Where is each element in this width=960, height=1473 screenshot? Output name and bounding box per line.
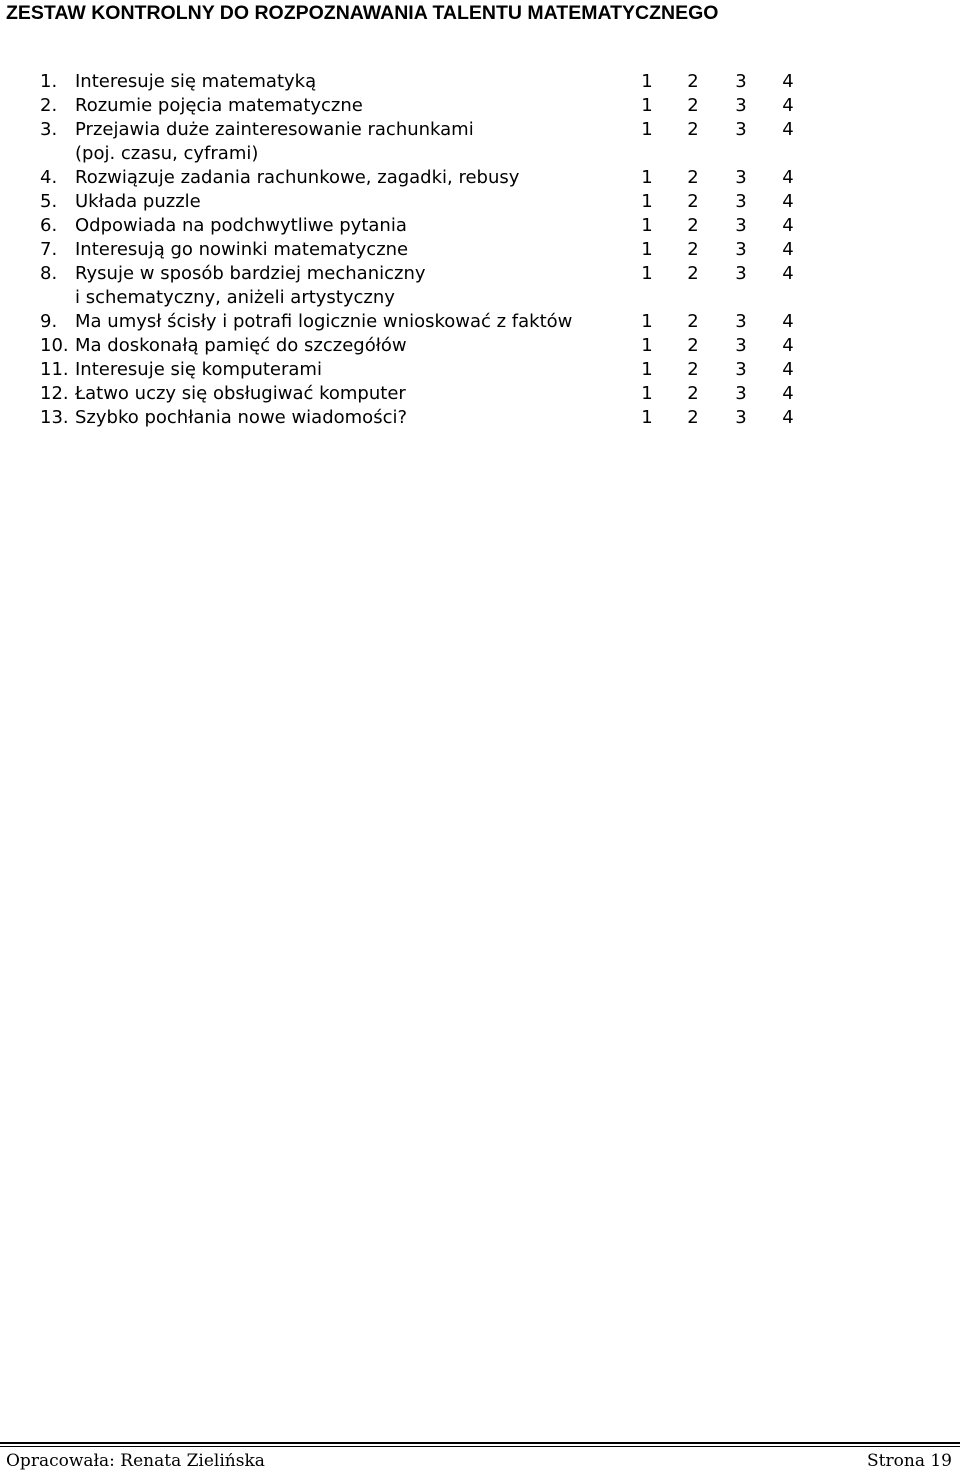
rating-option-1: 1 (641, 383, 653, 404)
rating-option-1: 1 (641, 167, 653, 188)
rating-option-3: 3 (735, 95, 747, 116)
rating-option-3: 3 (735, 191, 747, 212)
rating-option-2: 2 (687, 167, 699, 188)
item-text: Układa puzzle (75, 191, 201, 212)
checklist-item (40, 166, 820, 190)
checklist-item (40, 262, 820, 286)
item-text: Odpowiada na podchwytliwe pytania (75, 215, 407, 236)
rating-option-2: 2 (687, 407, 699, 428)
rating-option-4: 4 (782, 95, 794, 116)
rating-option-3: 3 (735, 239, 747, 260)
checklist-item (40, 190, 820, 214)
item-number: 9. (40, 311, 58, 332)
rating-option-4: 4 (782, 119, 794, 140)
checklist-item (40, 406, 820, 430)
item-text-continuation: (poj. czasu, cyframi) (75, 143, 259, 164)
rating-option-2: 2 (687, 263, 699, 284)
item-text: Łatwo uczy się obsługiwać komputer (75, 383, 406, 404)
checklist-item (40, 238, 820, 262)
rating-option-3: 3 (735, 71, 747, 92)
rating-option-1: 1 (641, 119, 653, 140)
item-text: Szybko pochłania nowe wiadomości? (75, 407, 408, 428)
rating-option-4: 4 (782, 335, 794, 356)
rating-option-1: 1 (641, 239, 653, 260)
rating-option-2: 2 (687, 119, 699, 140)
rating-option-1: 1 (641, 263, 653, 284)
checklist-item (40, 70, 820, 94)
rating-option-4: 4 (782, 239, 794, 260)
item-number: 5. (40, 191, 58, 212)
item-text: Rozwiązuje zadania rachunkowe, zagadki, rebusy (75, 167, 520, 188)
rating-option-2: 2 (687, 191, 699, 212)
item-text: Ma umysł ścisły i potrafi logicznie wnioskować z faktów (75, 311, 573, 332)
checklist-item (40, 382, 820, 406)
rating-option-1: 1 (641, 359, 653, 380)
rating-option-3: 3 (735, 335, 747, 356)
item-text: Rysuje w sposób bardziej mechaniczny (75, 263, 426, 284)
rating-option-1: 1 (641, 215, 653, 236)
rating-option-1: 1 (641, 311, 653, 332)
rating-option-2: 2 (687, 383, 699, 404)
rating-option-1: 1 (641, 407, 653, 428)
footer-page-number: Strona 19 (867, 1451, 952, 1471)
rating-option-2: 2 (687, 311, 699, 332)
item-text: Interesują go nowinki matematyczne (75, 239, 409, 260)
rating-option-2: 2 (687, 71, 699, 92)
rating-option-4: 4 (782, 359, 794, 380)
rating-option-4: 4 (782, 167, 794, 188)
item-number: 12. (40, 383, 69, 404)
item-number: 11. (40, 359, 69, 380)
item-number: 2. (40, 95, 58, 116)
item-number: 1. (40, 71, 58, 92)
rating-option-1: 1 (641, 335, 653, 356)
rating-option-3: 3 (735, 407, 747, 428)
item-number: 10. (40, 335, 69, 356)
item-number: 3. (40, 119, 58, 140)
rating-option-4: 4 (782, 383, 794, 404)
rating-option-2: 2 (687, 215, 699, 236)
checklist-item (40, 94, 820, 118)
checklist-item (40, 358, 820, 382)
rating-option-3: 3 (735, 215, 747, 236)
rating-option-2: 2 (687, 335, 699, 356)
rating-option-4: 4 (782, 407, 794, 428)
rating-option-3: 3 (735, 359, 747, 380)
rating-option-1: 1 (641, 71, 653, 92)
rating-option-3: 3 (735, 263, 747, 284)
checklist-item (40, 118, 820, 142)
item-text: Interesuje się matematyką (75, 71, 317, 92)
checklist (40, 70, 820, 430)
item-text: Rozumie pojęcia matematyczne (75, 95, 363, 116)
rating-option-4: 4 (782, 215, 794, 236)
rating-option-4: 4 (782, 311, 794, 332)
item-number: 6. (40, 215, 58, 236)
item-text: Interesuje się komputerami (75, 359, 322, 380)
item-number: 13. (40, 407, 69, 428)
item-number: 8. (40, 263, 58, 284)
checklist-item (40, 310, 820, 334)
document-title: ZESTAW KONTROLNY DO ROZPOZNAWANIA TALENTU MATEMATYCZNEGO (6, 2, 719, 24)
item-text: Ma doskonałą pamięć do szczegółów (75, 335, 407, 356)
rating-option-4: 4 (782, 71, 794, 92)
footer-author: Opracowała: Renata Zielińska (6, 1451, 265, 1471)
rating-option-4: 4 (782, 191, 794, 212)
rating-option-2: 2 (687, 95, 699, 116)
rating-option-2: 2 (687, 239, 699, 260)
checklist-item (40, 334, 820, 358)
checklist-item (40, 214, 820, 238)
rating-option-3: 3 (735, 311, 747, 332)
rating-option-3: 3 (735, 119, 747, 140)
rating-option-1: 1 (641, 191, 653, 212)
item-text-continuation: i schematyczny, aniżeli artystyczny (75, 287, 395, 308)
rating-option-3: 3 (735, 383, 747, 404)
rating-option-4: 4 (782, 263, 794, 284)
footer-divider-thin (0, 1446, 960, 1447)
item-number: 7. (40, 239, 58, 260)
footer-divider-thick (0, 1442, 960, 1444)
rating-option-3: 3 (735, 167, 747, 188)
item-text: Przejawia duże zainteresowanie rachunkami (75, 119, 474, 140)
rating-option-1: 1 (641, 95, 653, 116)
rating-option-2: 2 (687, 359, 699, 380)
item-number: 4. (40, 167, 58, 188)
